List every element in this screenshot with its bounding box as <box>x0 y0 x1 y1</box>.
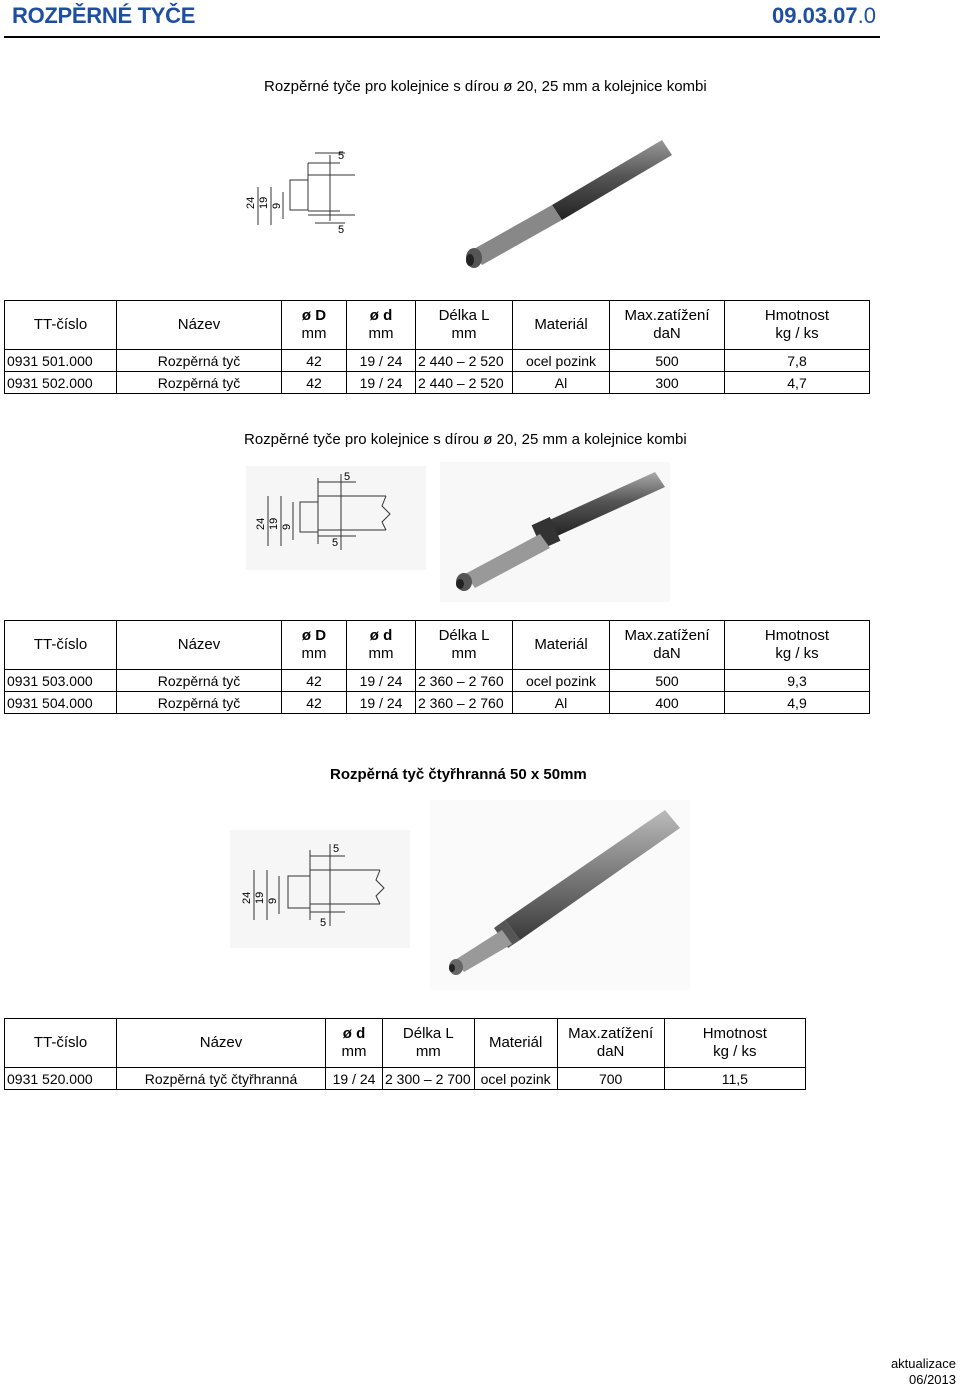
cell-delka: 2 440 – 2 520 <box>416 372 513 394</box>
dim-label-5-bottom: 5 <box>332 537 339 549</box>
cell-tt: 0931 502.000 <box>5 372 117 394</box>
cell-dd: 19 / 24 <box>326 1068 383 1090</box>
col-hmot <box>725 621 870 670</box>
col-tt-label: TT-číslo <box>33 1034 88 1051</box>
col-nazev-label: Název <box>177 636 221 653</box>
cell-delka: 2 360 – 2 760 <box>416 670 513 692</box>
cell-dd: 19 / 24 <box>347 372 416 394</box>
col-zat <box>610 301 725 350</box>
update-note <box>891 1356 956 1388</box>
col-nazev <box>117 301 282 350</box>
cell-zat: 500 <box>610 670 725 692</box>
cell-hmot: 4,9 <box>725 692 870 714</box>
col-dD-label: ø D <box>301 307 327 324</box>
table-row <box>5 692 870 714</box>
col-hmot-unit: kg / ks <box>775 645 819 662</box>
dim-label-5-top: 5 <box>333 843 340 855</box>
cell-dD: 42 <box>282 692 347 714</box>
col-dD-unit: mm <box>301 325 327 342</box>
col-nazev-label: Název <box>177 316 221 333</box>
col-hmot-unit: kg / ks <box>775 325 819 342</box>
cell-material: Al <box>513 692 610 714</box>
spec-table-1 <box>4 300 870 394</box>
dim-label-5-top: 5 <box>338 150 345 162</box>
col-material <box>513 301 610 350</box>
col-dd-unit: mm <box>368 645 394 662</box>
col-tt <box>5 301 117 350</box>
col-dD-unit: mm <box>301 645 327 662</box>
col-zat-unit: daN <box>653 325 681 342</box>
cell-nazev: Rozpěrná tyč <box>117 670 282 692</box>
cell-dd: 19 / 24 <box>347 692 416 714</box>
col-zat <box>557 1019 664 1068</box>
cell-delka: 2 300 – 2 700 <box>383 1068 475 1090</box>
catalog-code-suffix: .0 <box>857 3 876 28</box>
col-dd <box>347 301 416 350</box>
dim-label-9: 9 <box>281 523 293 530</box>
cell-dD: 42 <box>282 670 347 692</box>
catalog-code-main: 09.03.07 <box>772 3 858 28</box>
cell-delka: 2 440 – 2 520 <box>416 350 513 372</box>
col-dd-label: ø d <box>342 1025 366 1042</box>
dim-label-5-top: 5 <box>344 471 351 483</box>
cell-zat: 500 <box>610 350 725 372</box>
table-row <box>5 1068 806 1090</box>
col-zat-unit: daN <box>653 645 681 662</box>
col-zat <box>610 621 725 670</box>
col-dd <box>347 621 416 670</box>
col-zat-label: Max.zatížení <box>624 627 710 644</box>
cell-zat: 700 <box>557 1068 664 1090</box>
col-material-label: Materiál <box>534 636 588 653</box>
section-3-title: Rozpěrná tyč čtyřhranná 50 x 50mm <box>330 766 587 783</box>
cell-nazev: Rozpěrná tyč čtyřhranná <box>117 1068 326 1090</box>
catalog-code <box>772 3 876 29</box>
cell-material: Al <box>513 372 610 394</box>
col-hmot <box>725 301 870 350</box>
cell-dd: 19 / 24 <box>347 670 416 692</box>
col-tt <box>5 1019 117 1068</box>
col-nazev-label: Název <box>199 1034 243 1051</box>
rod-image-1 <box>452 130 677 280</box>
col-tt-label: TT-číslo <box>33 636 88 653</box>
dim-label-24: 24 <box>241 891 253 904</box>
cell-nazev: Rozpěrná tyč <box>117 692 282 714</box>
col-dd <box>326 1019 383 1068</box>
cell-hmot: 11,5 <box>664 1068 805 1090</box>
col-hmot-unit: kg / ks <box>713 1043 757 1060</box>
col-material <box>513 621 610 670</box>
update-date: 06/2013 <box>909 1372 956 1387</box>
col-delka-label: Délka L <box>438 307 490 324</box>
cell-zat: 400 <box>610 692 725 714</box>
square-rod-image <box>430 800 690 990</box>
col-delka <box>383 1019 475 1068</box>
cell-hmot: 7,8 <box>725 350 870 372</box>
col-delka-unit: mm <box>451 325 477 342</box>
col-dD <box>282 301 347 350</box>
col-dd-unit: mm <box>368 325 394 342</box>
dim-label-5-bottom: 5 <box>320 917 327 929</box>
col-nazev <box>117 621 282 670</box>
cell-zat: 300 <box>610 372 725 394</box>
cell-tt: 0931 501.000 <box>5 350 117 372</box>
table-row <box>5 372 870 394</box>
dim-label-24: 24 <box>255 517 267 530</box>
dim-label-9: 9 <box>271 202 283 209</box>
table-header-row <box>5 621 870 670</box>
section-1-title: Rozpěrné tyče pro kolejnice s dírou ø 20, 25 mm a kolejnice kombi <box>264 78 707 95</box>
dimension-drawing-2 <box>246 466 426 570</box>
dim-label-24: 24 <box>245 196 257 209</box>
dimension-drawing-3 <box>230 830 410 948</box>
cell-tt: 0931 503.000 <box>5 670 117 692</box>
col-nazev <box>117 1019 326 1068</box>
cell-dD: 42 <box>282 350 347 372</box>
page-title: ROZPĚRNÉ TYČE <box>12 3 196 28</box>
col-hmot <box>664 1019 805 1068</box>
table-row <box>5 670 870 692</box>
dim-label-5-bottom: 5 <box>338 224 345 236</box>
cell-material: ocel pozink <box>474 1068 557 1090</box>
col-delka <box>416 301 513 350</box>
dim-label-19: 19 <box>258 196 270 209</box>
table-row <box>5 350 870 372</box>
table-header-row <box>5 1019 806 1068</box>
col-delka-label: Délka L <box>402 1025 454 1042</box>
col-tt <box>5 621 117 670</box>
cell-material: ocel pozink <box>513 670 610 692</box>
cell-tt: 0931 520.000 <box>5 1068 117 1090</box>
col-dd-label: ø d <box>369 627 393 644</box>
dim-label-19: 19 <box>254 891 266 904</box>
col-delka-unit: mm <box>415 1043 441 1060</box>
col-tt-label: TT-číslo <box>33 316 88 333</box>
cell-dd: 19 / 24 <box>347 350 416 372</box>
section-2-title: Rozpěrné tyče pro kolejnice s dírou ø 20, 25 mm a kolejnice kombi <box>244 431 687 448</box>
col-material-label: Materiál <box>488 1034 543 1051</box>
col-dd-unit: mm <box>341 1043 367 1060</box>
col-delka-unit: mm <box>451 645 477 662</box>
cell-nazev: Rozpěrná tyč <box>117 372 282 394</box>
col-zat-label: Max.zatížení <box>568 1025 654 1042</box>
update-label: aktualizace <box>890 1356 956 1371</box>
col-hmot-label: Hmotnost <box>764 307 830 324</box>
col-dD-label: ø D <box>301 627 327 644</box>
col-material <box>474 1019 557 1068</box>
col-delka-label: Délka L <box>438 627 490 644</box>
rod-image-2 <box>440 462 670 602</box>
dim-label-9: 9 <box>267 897 279 904</box>
col-delka <box>416 621 513 670</box>
cell-dD: 42 <box>282 372 347 394</box>
col-dD <box>282 621 347 670</box>
cell-hmot: 4,7 <box>725 372 870 394</box>
page-header <box>4 0 880 38</box>
col-zat-label: Max.zatížení <box>624 307 710 324</box>
col-dd-label: ø d <box>369 307 393 324</box>
table-header-row <box>5 301 870 350</box>
col-hmot-label: Hmotnost <box>702 1025 767 1042</box>
cell-hmot: 9,3 <box>725 670 870 692</box>
cell-nazev: Rozpěrná tyč <box>117 350 282 372</box>
col-material-label: Materiál <box>534 316 588 333</box>
dim-label-19: 19 <box>268 517 280 530</box>
col-hmot-label: Hmotnost <box>764 627 830 644</box>
spec-table-3 <box>4 1018 806 1090</box>
cell-tt: 0931 504.000 <box>5 692 117 714</box>
spec-table-2 <box>4 620 870 714</box>
dimension-drawing-1 <box>245 145 360 236</box>
cell-material: ocel pozink <box>513 350 610 372</box>
col-zat-unit: daN <box>596 1043 625 1060</box>
cell-delka: 2 360 – 2 760 <box>416 692 513 714</box>
